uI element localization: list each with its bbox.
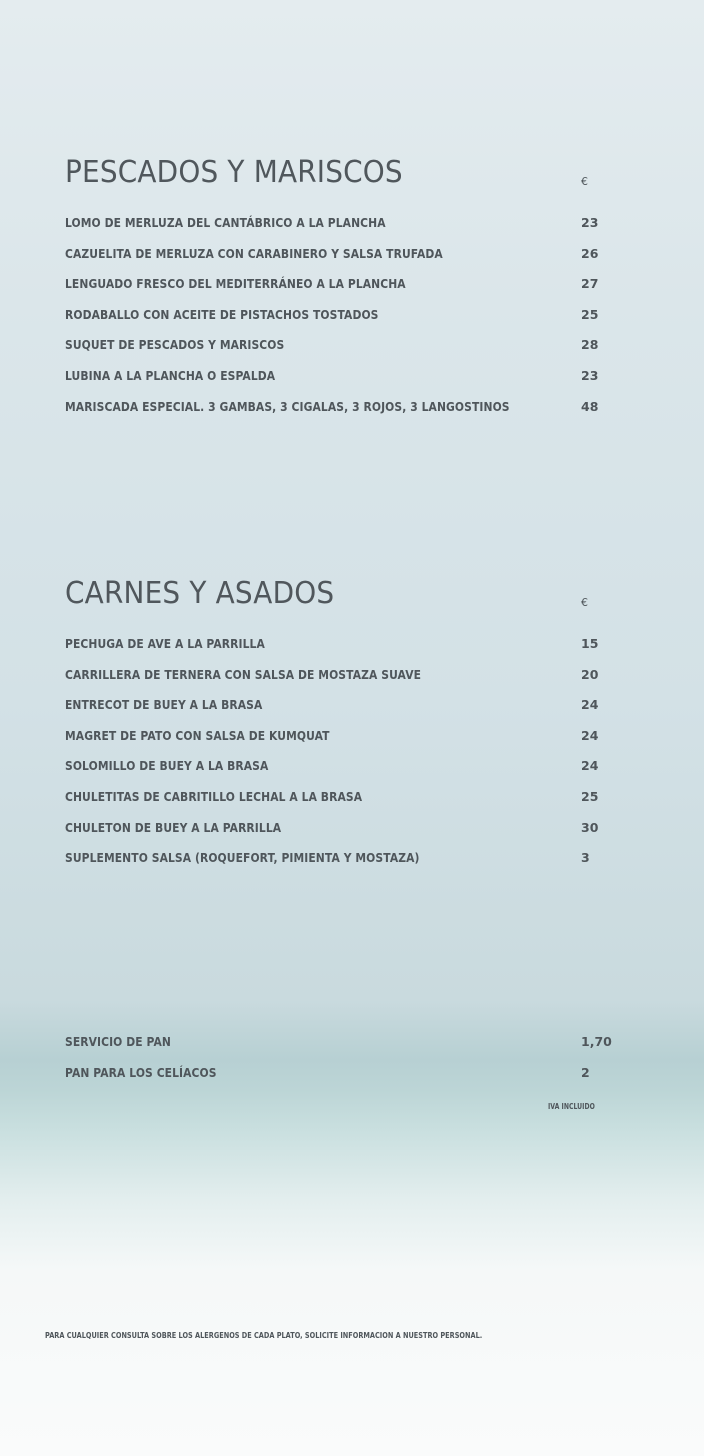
menu-item-price: 3 [581, 850, 590, 866]
menu-item-name: SUPLEMENTO SALSA (ROQUEFORT, PIMIENTA Y MOSTAZA) [65, 850, 420, 866]
menu-item [65, 276, 625, 307]
menu-item-name: CARRILLERA DE TERNERA CON SALSA DE MOSTAZA SUAVE [65, 666, 422, 682]
menu-item-name: MARISCADA ESPECIAL. 3 GAMBAS, 3 CIGALAS, 3 ROJOS, 3 LANGOSTINOS [65, 398, 510, 414]
menu-item [65, 1034, 625, 1065]
menu-item-price: 28 [581, 337, 599, 353]
menu-item-price: 25 [581, 306, 599, 322]
menu-item-name: PECHUGA DE AVE A LA PARRILLA [65, 636, 265, 651]
menu-item [65, 667, 625, 698]
currency-symbol: € [581, 175, 588, 188]
menu-item-price: 2 [581, 1064, 590, 1080]
allergen-notice: PARA CUALQUIER CONSULTA SOBRE LOS ALERGENOS DE CADA PLATO, SOLICITE INFORMACION A NUESTRO PERSONAL. [45, 1331, 483, 1340]
menu-item-name: LENGUADO FRESCO DEL MEDITERRÁNEO A LA PLANCHA [65, 276, 406, 292]
tax-note: IVA INCLUIDO [548, 1102, 595, 1111]
menu-item-list [65, 215, 625, 429]
menu-item-name: LUBINA A LA PLANCHA O ESPALDA [65, 367, 276, 383]
menu-item-price: 24 [581, 727, 599, 743]
menu-item-price: 30 [581, 819, 599, 835]
menu-item [65, 820, 625, 851]
menu-item [65, 337, 625, 368]
section-title: CARNES Y ASADOS [65, 576, 335, 611]
menu-item-price: 27 [581, 276, 599, 292]
menu-item [65, 697, 625, 728]
menu-item-name: SERVICIO DE PAN [65, 1034, 171, 1049]
menu-item-price: 1,70 [581, 1034, 612, 1049]
menu-item-price: 24 [581, 758, 599, 774]
menu-item [65, 246, 625, 277]
menu-item-price: 23 [581, 367, 599, 383]
menu-item-name: SOLOMILLO DE BUEY A LA BRASA [65, 758, 269, 774]
menu-item [65, 1065, 625, 1096]
menu-item-name: SUQUET DE PESCADOS Y MARISCOS [65, 337, 285, 353]
extras-item-list [65, 1034, 625, 1095]
menu-item [65, 368, 625, 399]
menu-item-price: 25 [581, 788, 599, 804]
menu-item-name: CHULETITAS DE CABRITILLO LECHAL A LA BRASA [65, 788, 363, 804]
menu-item-price: 20 [581, 666, 599, 682]
menu-item [65, 789, 625, 820]
menu-item-name: ENTRECOT DE BUEY A LA BRASA [65, 697, 263, 713]
menu-item-price: 15 [581, 636, 599, 651]
menu-item [65, 636, 625, 667]
section-title: PESCADOS Y MARISCOS [65, 155, 403, 190]
menu-item-name: MAGRET DE PATO CON SALSA DE KUMQUAT [65, 727, 330, 743]
menu-item-name: CAZUELITA DE MERLUZA CON CARABINERO Y SALSA TRUFADA [65, 245, 443, 261]
menu-item-name: CHULETON DE BUEY A LA PARRILLA [65, 819, 282, 835]
menu-item [65, 850, 625, 881]
menu-item [65, 215, 625, 246]
menu-item-price: 48 [581, 398, 599, 414]
menu-item-name: RODABALLO CON ACEITE DE PISTACHOS TOSTADOS [65, 306, 379, 322]
menu-item [65, 728, 625, 759]
menu-item [65, 758, 625, 789]
menu-item-price: 24 [581, 697, 599, 713]
menu-item [65, 307, 625, 338]
currency-symbol: € [581, 596, 588, 609]
menu-item-list [65, 636, 625, 881]
menu-item-price: 26 [581, 245, 599, 261]
menu-item-name: PAN PARA LOS CELÍACOS [65, 1064, 217, 1080]
menu-item-price: 23 [581, 215, 599, 230]
menu-item-name: LOMO DE MERLUZA DEL CANTÁBRICO A LA PLANCHA [65, 215, 386, 230]
menu-item [65, 399, 625, 430]
